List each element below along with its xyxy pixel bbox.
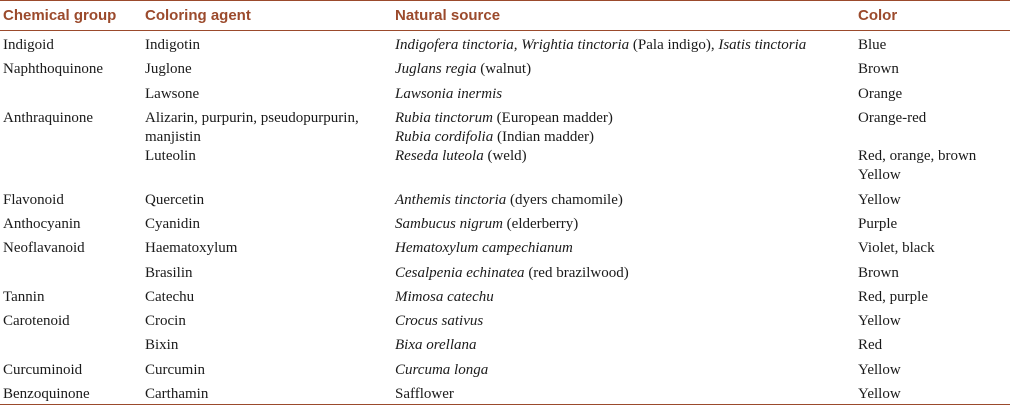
coloring-agent-cell: Haematoxylum (145, 240, 238, 256)
chemical-group-cell: Naphthoquinone (3, 61, 103, 77)
chemical-group-cell: Curcuminoid (3, 362, 83, 378)
chemical-group-cell: Carotenoid (3, 313, 70, 329)
natural-source-cell (395, 361, 488, 380)
coloring-agent-cell: Carthamin (145, 386, 209, 402)
source-text-segment: (Pala indigo), (629, 37, 719, 53)
coloring-agent-cell: Catechu (145, 289, 195, 305)
source-text-segment: Isatis tinctoria (718, 37, 807, 53)
color-cell: Blue (858, 37, 887, 53)
coloring-agent-cell: Indigotin (145, 37, 200, 53)
source-text-segment: (dyers chamomile) (506, 192, 623, 208)
header-color: Color (858, 7, 898, 24)
color-cell: Red, purple (858, 289, 928, 305)
chemical-group-cell: Flavonoid (3, 192, 64, 208)
natural-source-cell (395, 385, 454, 404)
color-cell: Brown (858, 61, 899, 77)
coloring-agent-cell: Cyanidin (145, 216, 200, 232)
natural-source-cell (395, 60, 531, 79)
natural-source-cell (395, 288, 494, 307)
table-top-rule (0, 0, 1010, 1)
chemical-group-cell: Indigoid (3, 37, 54, 53)
source-text-segment: Rubia cordifolia (395, 129, 494, 145)
chemical-group-cell: Anthocyanin (3, 216, 81, 232)
source-text-segment: Curcuma longa (395, 362, 489, 378)
natural-source-cell (395, 85, 502, 104)
natural-source-cell (395, 336, 477, 355)
color-cell: Yellow (858, 386, 901, 402)
natural-source-cell (395, 191, 623, 210)
source-text-segment: (European madder) (492, 110, 613, 126)
color-cell: Purple (858, 216, 898, 232)
source-text-segment: (walnut) (476, 61, 532, 77)
color-cell: Brown (858, 265, 899, 281)
header-chemical-group: Chemical group (3, 7, 117, 24)
source-text-segment: Rubia tinctorum (395, 110, 493, 126)
natural-source-cell (395, 312, 483, 331)
natural-source-cell (395, 147, 527, 166)
source-text-segment: Cesalpenia echinatea (395, 265, 525, 281)
source-text-segment: (Indian madder) (493, 129, 594, 145)
color-cell: Red (858, 337, 883, 353)
source-text-segment: Safflower (395, 386, 454, 402)
coloring-agent-cell: Crocin (145, 313, 186, 329)
source-text-segment: Sambucus nigrum (395, 216, 503, 232)
coloring-agent-cell: Luteolin (145, 148, 196, 164)
header-natural-source: Natural source (395, 7, 501, 24)
table-header-rule (0, 30, 1010, 31)
color-cell: Orange-red (858, 110, 927, 126)
natural-source-cell-cont (395, 128, 594, 147)
chemical-group-cell: Benzoquinone (3, 386, 90, 402)
natural-source-cell (395, 239, 573, 258)
chemical-group-cell: Anthraquinone (3, 110, 93, 126)
color-cell: Red, orange, brown (858, 148, 977, 164)
natural-source-cell (395, 215, 578, 234)
source-text-segment: (red brazilwood) (524, 265, 629, 281)
coloring-agent-cell: Brasilin (145, 265, 193, 281)
header-coloring-agent: Coloring agent (145, 7, 251, 24)
source-text-segment: Bixa orellana (395, 337, 477, 353)
source-text-segment: Hematoxylum campechianum (395, 240, 573, 256)
color-cell: Violet, black (858, 240, 935, 256)
source-text-segment: Indigofera tinctoria, Wrightia tinctoria (395, 37, 630, 53)
source-text-segment: (weld) (483, 148, 527, 164)
coloring-agent-cell: Quercetin (145, 192, 205, 208)
natural-source-cell (395, 264, 629, 283)
natural-source-cell (395, 36, 806, 55)
color-cell: Yellow (858, 313, 901, 329)
coloring-agent-cell: Bixin (145, 337, 179, 353)
source-text-segment: Juglans regia (395, 61, 477, 77)
source-text-segment: Lawsonia inermis (395, 86, 503, 102)
color-cell: Yellow (858, 192, 901, 208)
source-text-segment: Reseda luteola (395, 148, 484, 164)
source-text-segment: Crocus sativus (395, 313, 484, 329)
source-text-segment: Mimosa catechu (395, 289, 494, 305)
chemical-group-cell: Neoflavanoid (3, 240, 85, 256)
source-text-segment: Anthemis tinctoria (395, 192, 507, 208)
source-text-segment: (elderberry) (502, 216, 579, 232)
coloring-agent-cell-cont: manjistin (145, 129, 201, 145)
coloring-agent-cell: Juglone (145, 61, 192, 77)
coloring-agent-cell: Curcumin (145, 362, 205, 378)
natural-source-cell (395, 109, 613, 128)
color-cell: Orange (858, 86, 903, 102)
chemical-group-cell: Tannin (3, 289, 45, 305)
color-cell: Yellow (858, 362, 901, 378)
coloring-agent-cell: Lawsone (145, 86, 200, 102)
coloring-agent-cell: Alizarin, purpurin, pseudopurpurin, (145, 110, 359, 126)
color-cell-cont: Yellow (858, 167, 901, 183)
